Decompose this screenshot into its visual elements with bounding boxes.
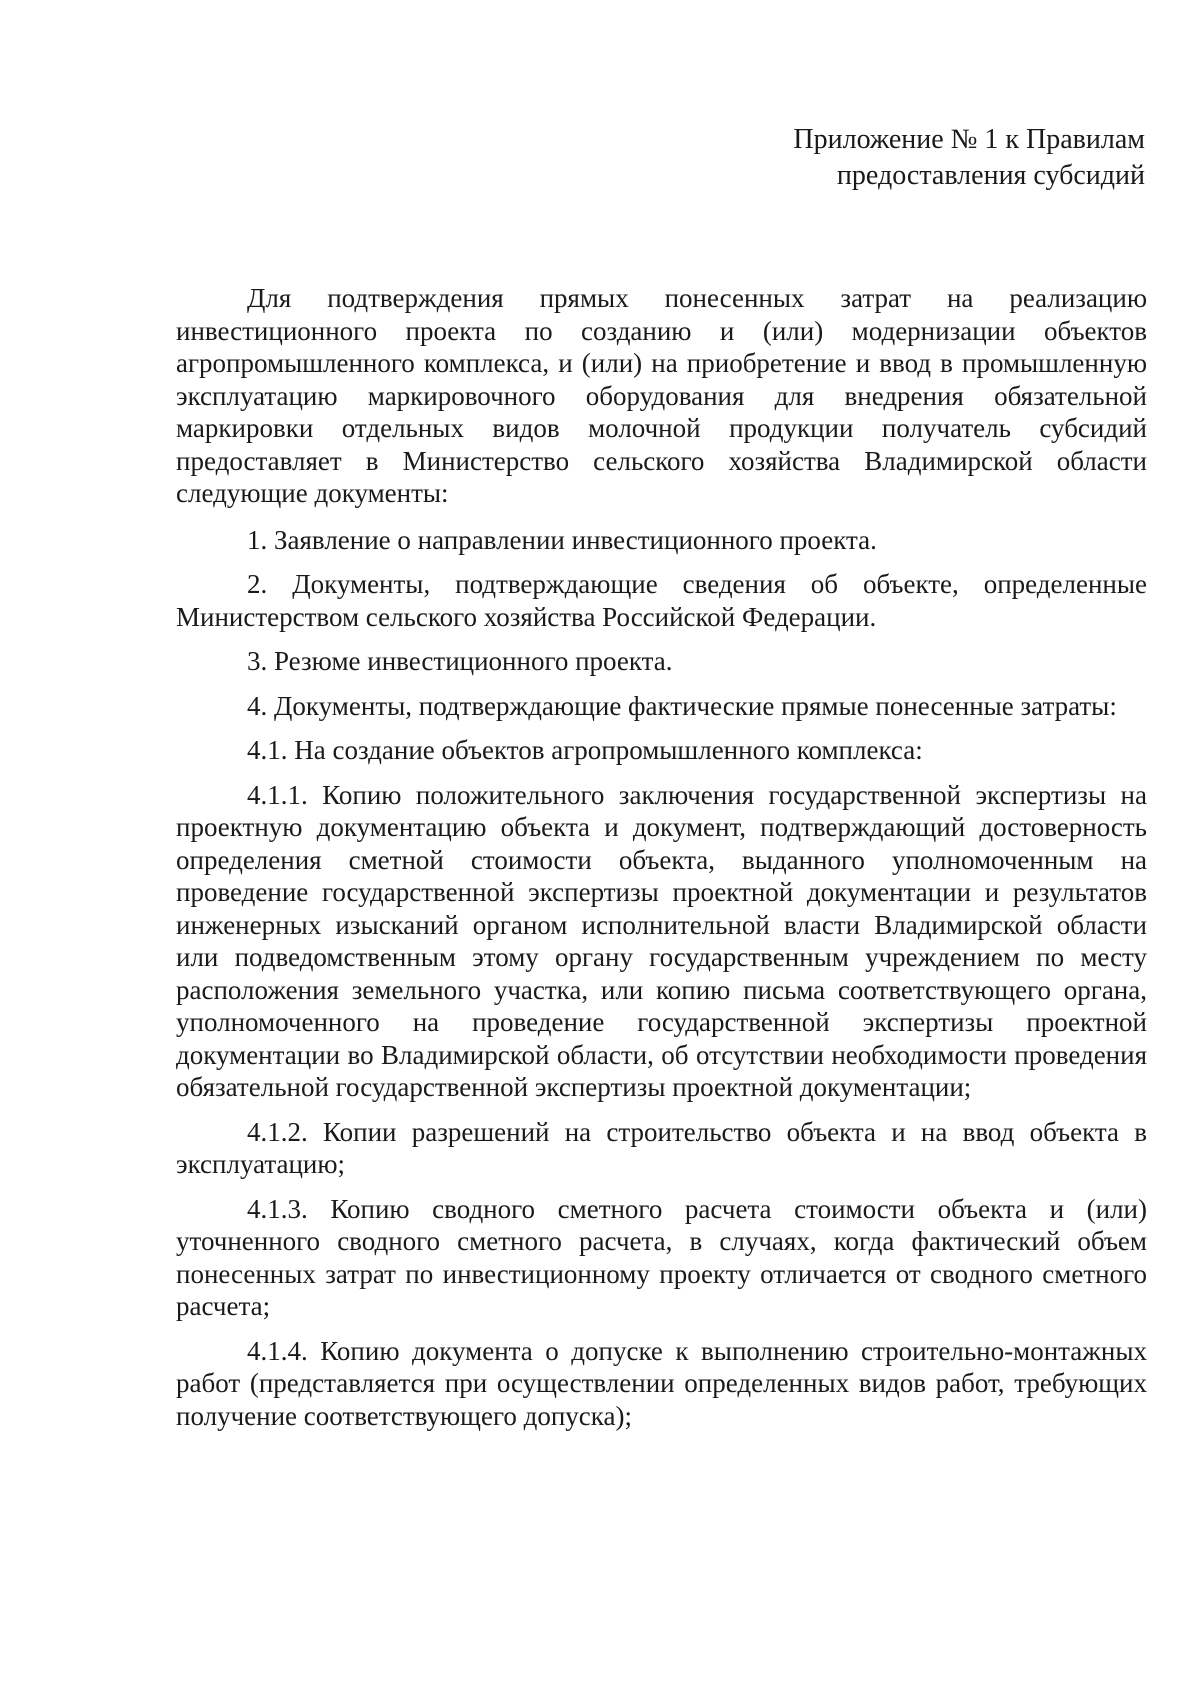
item-4-1-1-paragraph: 4.1.1. Копию положительного заключения государственной экспертизы на проектную документацию объекта и документ, подтверждающий достоверность определения сметной стоимости объекта, выданного уполномоченным на проведение государственной экспертизы проектной документации и результатов инженерных изысканий органом исполнительной власти Владимирской области или подведомственным этому органу государственным учреждением по месту расположения земельного участка, или копию письма соответствующего органа, уполномоченного на проведение государственной экспертизы проектной документации во Владимирской области, об отсутствии необходимости проведения обязательной государственной экспертизы проектной документации;: [176, 779, 1147, 1102]
appendix-header-line-2: предоставления субсидий: [836, 160, 1145, 191]
item-4-1-3-paragraph: 4.1.3. Копию сводного сметного расчета стоимости объекта и (или) уточненного сводного сметного расчета, в случаях, когда фактический объем понесенных затрат по инвестиционному проекту отличается от сводного сметного расчета;: [176, 1193, 1147, 1321]
item-3-paragraph: 3. Резюме инвестиционного проекта.: [247, 646, 673, 676]
item-1-paragraph: 1. Заявление о направлении инвестиционного проекта.: [247, 524, 877, 555]
item-4-paragraph: 4. Документы, подтверждающие фактические прямые понесенные затраты:: [247, 690, 1117, 721]
item-2-paragraph: 2. Документы, подтверждающие сведения об объекте, определенные Министерством сельского хозяйства Российской Федерации.: [176, 569, 1147, 632]
item-4-1-paragraph: 4.1. На создание объектов агропромышленного комплекса:: [247, 735, 923, 765]
item-4-1-4-paragraph: 4.1.4. Копию документа о допуске к выполнению строительно-монтажных работ (представляется при осуществлении определенных видов работ, требующих получение соответствующего допуска);: [176, 1335, 1147, 1431]
appendix-header-line-1: Приложение № 1 к Правилам: [793, 124, 1145, 155]
intro-paragraph: Для подтверждения прямых понесенных затрат на реализацию инвестиционного проекта по созданию и (или) модернизации объектов агропромышленного комплекса, и (или) на приобретение и ввод в промышленную эксплуатацию маркировочного оборудования для внедрения обязательной маркировки отдельных видов молочной продукции получатель субсидий предоставляет в Министерство сельского хозяйства Владимирской области следующие документы:: [176, 283, 1147, 508]
appendix-header: [645, 122, 1145, 194]
document-body: [176, 282, 1147, 1444]
item-4-1-2-paragraph: 4.1.2. Копии разрешений на строительство объекта и на ввод объекта в эксплуатацию;: [176, 1116, 1147, 1179]
